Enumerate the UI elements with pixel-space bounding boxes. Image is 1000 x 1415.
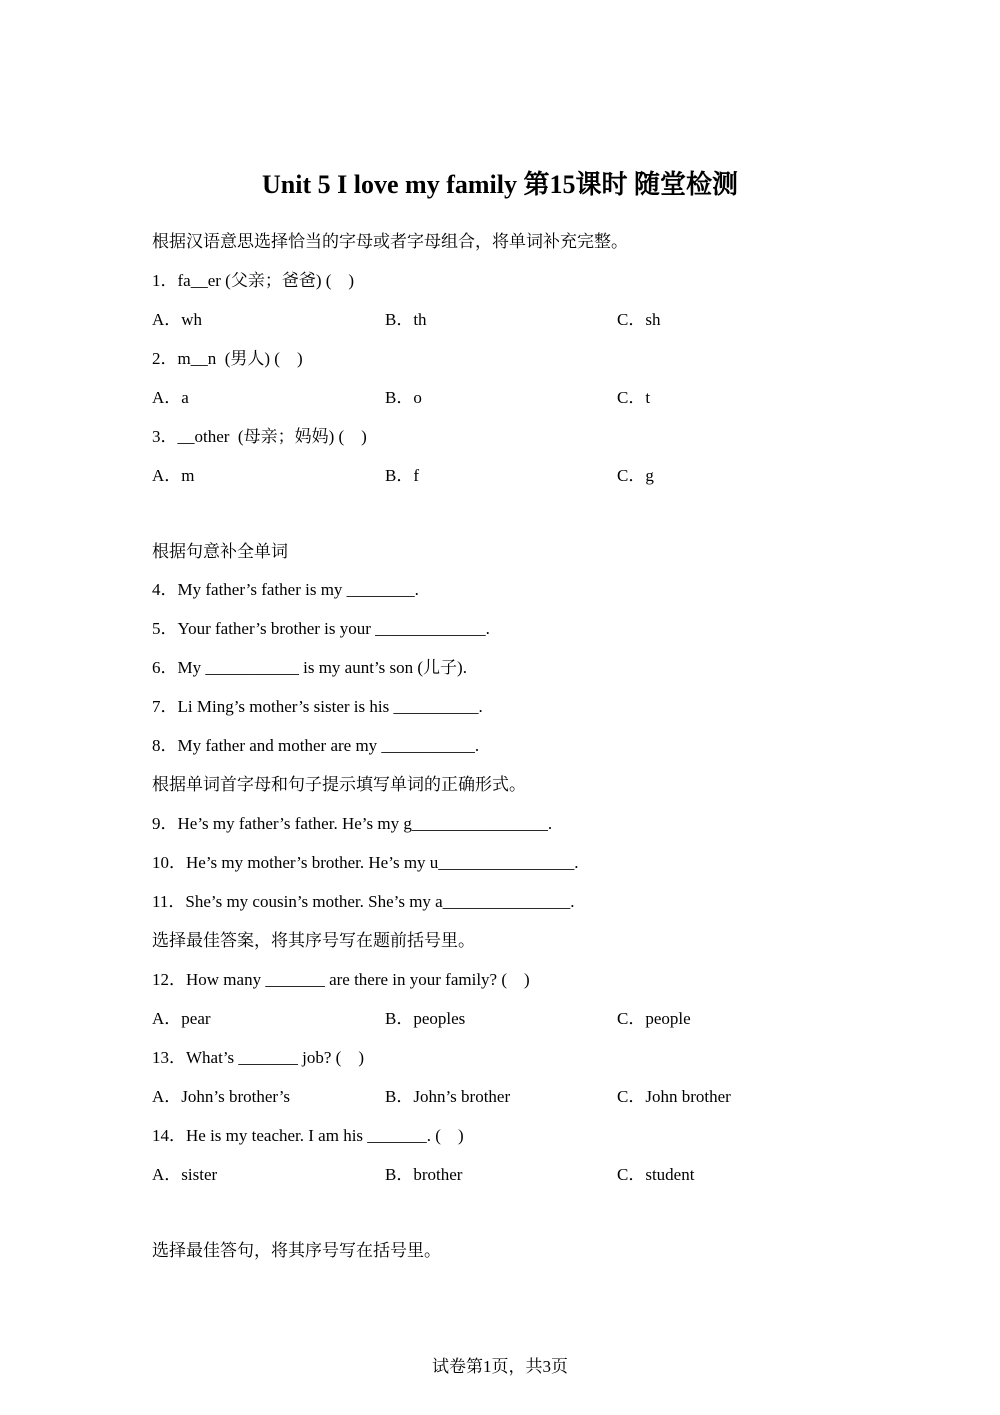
question-stem: 11．She’s my cousin’s mother. She’s my a_______________. <box>152 892 575 911</box>
page-footer: 试卷第1页，共3页 <box>432 1357 568 1376</box>
question-stem: 13．What’s _______ job? ( ) <box>152 1048 364 1067</box>
question-stem: 9．He’s my father’s father. He’s my g________________. <box>152 814 553 833</box>
question-stem: 8．My father and mother are my ___________. <box>152 736 480 755</box>
option-b[interactable]: B．th <box>385 310 427 329</box>
option-c[interactable]: C．g <box>617 466 654 485</box>
option-c[interactable]: C．people <box>617 1009 691 1028</box>
option-a[interactable]: A．wh <box>152 310 203 329</box>
question-stem: 1．fa__er (父亲；爸爸) ( ) <box>152 271 355 290</box>
option-a[interactable]: A．pear <box>152 1009 211 1028</box>
question-stem: 2．m__n (男人) ( ) <box>152 349 303 368</box>
option-a[interactable]: A．m <box>152 466 195 485</box>
question-stem: 3．__other (母亲；妈妈) ( ) <box>152 427 367 446</box>
option-c[interactable]: C．sh <box>617 310 661 329</box>
option-b[interactable]: B．f <box>385 466 419 485</box>
question-stem: 14．He is my teacher. I am his _______. ( ) <box>152 1126 464 1145</box>
question-stem: 4．My father’s father is my ________. <box>152 580 419 599</box>
option-a[interactable]: A．John’s brother’s <box>152 1087 291 1106</box>
question-stem: 10．He’s my mother’s brother. He’s my u________________. <box>152 853 579 872</box>
question-stem: 6．My ___________ is my aunt’s son (儿子). <box>152 658 467 677</box>
option-c[interactable]: C．John brother <box>617 1087 731 1106</box>
question-stem: 7．Li Ming’s mother’s sister is his __________. <box>152 697 483 716</box>
option-c[interactable]: C．student <box>617 1165 695 1184</box>
section-instruction: 根据单词首字母和句子提示填写单词的正确形式。 <box>152 775 526 794</box>
section-instruction: 根据句意补全单词 <box>152 542 288 561</box>
section-instruction: 选择最佳答案，将其序号写在题前括号里。 <box>152 931 475 950</box>
section-instruction: 根据汉语意思选择恰当的字母或者字母组合，将单词补充完整。 <box>152 232 628 251</box>
option-b[interactable]: B．peoples <box>385 1009 466 1028</box>
option-a[interactable]: A．sister <box>152 1165 218 1184</box>
question-stem: 12．How many _______ are there in your family? ( ) <box>152 970 530 989</box>
page-title: Unit 5 I love my family 第15课时 随堂检测 <box>262 170 738 199</box>
option-b[interactable]: B．o <box>385 388 422 407</box>
option-b[interactable]: B．John’s brother <box>385 1087 511 1106</box>
option-a[interactable]: A．a <box>152 388 189 407</box>
question-stem: 5．Your father’s brother is your _____________. <box>152 619 490 638</box>
option-c[interactable]: C．t <box>617 388 651 407</box>
section-instruction: 选择最佳答句，将其序号写在括号里。 <box>152 1241 441 1260</box>
option-b[interactable]: B．brother <box>385 1165 463 1184</box>
